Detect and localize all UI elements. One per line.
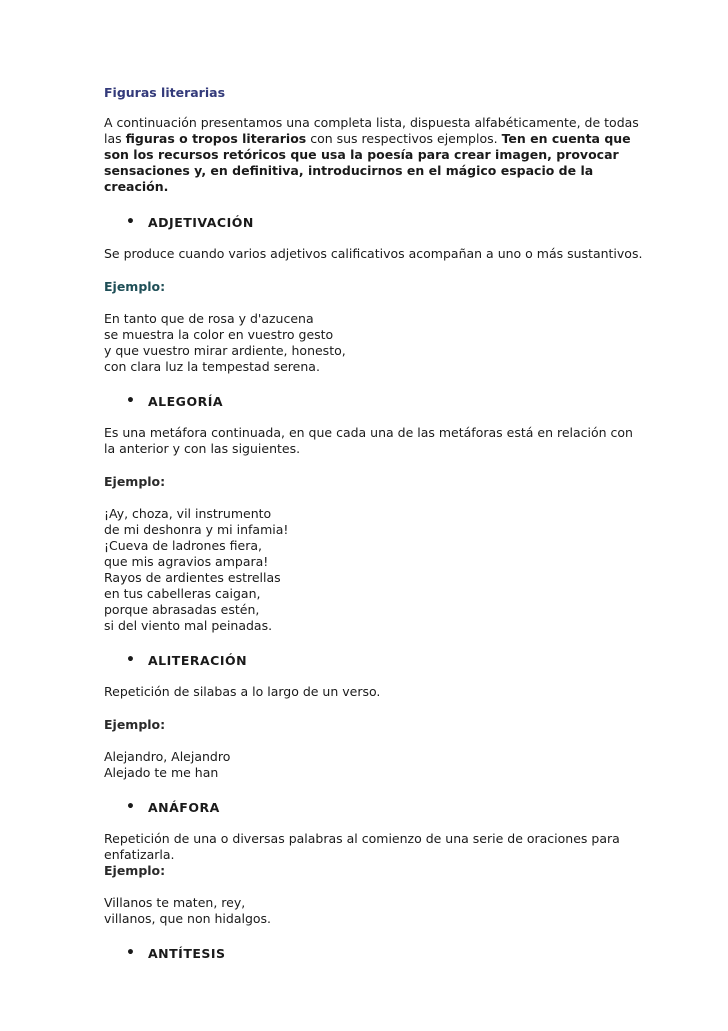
section-heading-label: ALITERACIÓN — [148, 652, 248, 668]
example-poem — [104, 749, 644, 781]
document-page — [104, 85, 644, 977]
section-heading-antitesis — [126, 945, 644, 961]
poem-line: y que vuestro mirar ardiente, honesto, — [104, 343, 346, 358]
section-definition: Repetición de silabas a lo largo de un verso. — [104, 684, 381, 699]
section-heading-label: ADJETIVACIÓN — [148, 214, 254, 230]
section-heading-label: ANÁFORA — [148, 799, 220, 815]
poem-line: En tanto que de rosa y d'azucena — [104, 311, 314, 326]
intro-bold-1: figuras o tropos literarios — [125, 131, 307, 146]
section-heading-anafora — [126, 799, 644, 815]
section-heading-adjetivacion — [126, 214, 644, 230]
poem-line: Alejandro, Alejandro — [104, 749, 231, 764]
bullet-icon: • — [126, 214, 136, 230]
poem-line: Alejado te me han — [104, 765, 219, 780]
poem-line: Rayos de ardientes estrellas — [104, 570, 281, 585]
bullet-icon: • — [126, 945, 136, 961]
bullet-icon: • — [126, 393, 136, 409]
example-poem — [104, 311, 644, 375]
poem-line: Villanos te maten, rey, — [104, 895, 246, 910]
poem-line: en tus cabelleras caigan, — [104, 586, 261, 601]
poem-line: que mis agravios ampara! — [104, 554, 269, 569]
intro-text-2: con sus respectivos ejemplos. — [306, 131, 502, 146]
example-poem — [104, 506, 644, 634]
poem-line: si del viento mal peinadas. — [104, 618, 273, 633]
poem-line: se muestra la color en vuestro gesto — [104, 327, 334, 342]
poem-line: ¡Cueva de ladrones fiera, — [104, 538, 262, 553]
poem-line: de mi deshonra y mi infamia! — [104, 522, 289, 537]
section-heading-label: ALEGORÍA — [148, 393, 224, 409]
bullet-icon: • — [126, 799, 136, 815]
example-label: Ejemplo: — [104, 863, 166, 878]
poem-line: villanos, que non hidalgos. — [104, 911, 272, 926]
poem-line: con clara luz la tempestad serena. — [104, 359, 320, 374]
bullet-icon: • — [126, 652, 136, 668]
intro-text-1: A continuación presentamos una completa lista, dispuesta alfabéticamente, de todas las — [104, 115, 639, 146]
intro-paragraph — [104, 115, 644, 195]
document-title: Figuras literarias — [104, 85, 226, 100]
example-poem — [104, 895, 644, 927]
example-label: Ejemplo: — [104, 717, 166, 732]
section-definition: Se produce cuando varios adjetivos calificativos acompañan a uno o más sustantivos. — [104, 246, 643, 261]
poem-line: porque abrasadas estén, — [104, 602, 260, 617]
section-heading-aliteracion — [126, 652, 644, 668]
section-heading-label: ANTÍTESIS — [148, 945, 226, 961]
intro-bold-2: Ten en cuenta que son los recursos retóricos que usa la poesía para crear imagen, provocar sensaciones y, en definitiva, introducirnos en el mágico espacio de la creación. — [104, 131, 631, 194]
section-heading-alegoria — [126, 393, 644, 409]
section-definition: Es una metáfora continuada, en que cada una de las metáforas está en relación con la anterior y con las siguientes. — [104, 425, 633, 456]
poem-line: ¡Ay, choza, vil instrumento — [104, 506, 272, 521]
example-label: Ejemplo: — [104, 279, 166, 294]
example-label: Ejemplo: — [104, 474, 166, 489]
section-definition: Repetición de una o diversas palabras al comienzo de una serie de oraciones para enfatizarla. — [104, 831, 620, 862]
